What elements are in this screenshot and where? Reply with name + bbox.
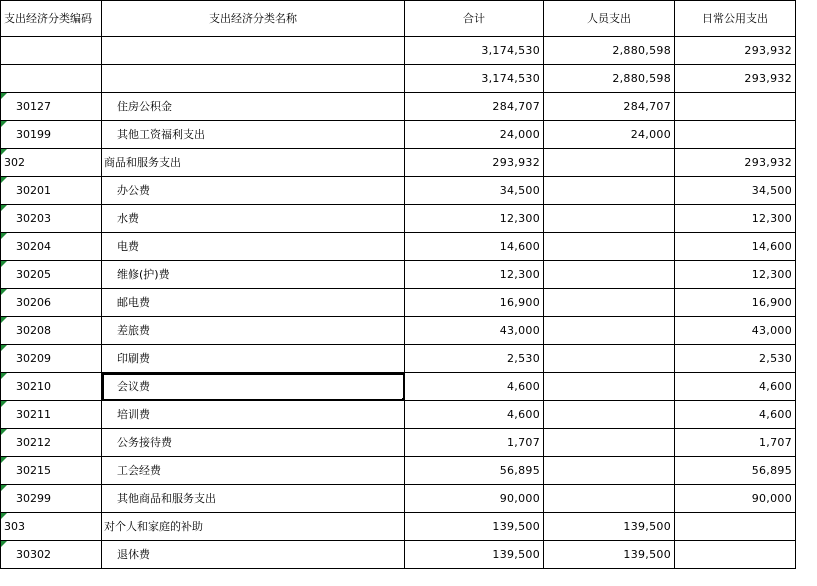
cell-text: 30203 <box>16 212 51 225</box>
total-cell[interactable]: 56,895 <box>405 457 544 485</box>
table-row <box>1 485 796 513</box>
public-cell[interactable]: 4,600 <box>675 401 796 429</box>
name-cell[interactable] <box>102 65 405 93</box>
name-cell[interactable]: 其他商品和服务支出 <box>102 485 405 513</box>
total-cell[interactable]: 43,000 <box>405 317 544 345</box>
table-row <box>1 65 796 93</box>
personnel-cell[interactable] <box>544 373 675 401</box>
total-cell[interactable]: 293,932 <box>405 149 544 177</box>
personnel-cell[interactable] <box>544 233 675 261</box>
code-cell[interactable] <box>1 37 102 65</box>
public-cell[interactable]: 90,000 <box>675 485 796 513</box>
code-cell[interactable] <box>1 93 102 121</box>
error-indicator-icon <box>1 373 7 379</box>
code-cell[interactable] <box>1 121 102 149</box>
total-cell[interactable]: 12,300 <box>405 205 544 233</box>
name-cell[interactable]: 印刷费 <box>102 345 405 373</box>
error-indicator-icon <box>1 429 7 435</box>
code-cell[interactable] <box>1 485 102 513</box>
public-cell[interactable] <box>675 121 796 149</box>
name-cell[interactable]: 水费 <box>102 205 405 233</box>
code-cell[interactable] <box>1 541 102 569</box>
cell-text: 303 <box>4 520 25 533</box>
public-cell[interactable]: 43,000 <box>675 317 796 345</box>
total-cell[interactable]: 14,600 <box>405 233 544 261</box>
code-cell[interactable] <box>1 429 102 457</box>
personnel-cell[interactable] <box>544 261 675 289</box>
error-indicator-icon <box>1 485 7 491</box>
cell-text: 30205 <box>16 268 51 281</box>
code-cell[interactable] <box>1 205 102 233</box>
error-indicator-icon <box>1 317 7 323</box>
name-cell[interactable]: 培训费 <box>102 401 405 429</box>
code-cell[interactable] <box>1 401 102 429</box>
table-row <box>1 37 796 65</box>
personnel-cell[interactable]: 2,880,598 <box>544 65 675 93</box>
public-cell[interactable] <box>675 93 796 121</box>
total-cell[interactable]: 139,500 <box>405 513 544 541</box>
cell-text: 30206 <box>16 296 51 309</box>
error-indicator-icon <box>1 513 7 519</box>
cell-text: 30204 <box>16 240 51 253</box>
header-name-cell[interactable]: 支出经济分类名称 <box>102 1 405 37</box>
total-cell[interactable]: 284,707 <box>405 93 544 121</box>
code-cell[interactable] <box>1 149 102 177</box>
table-row <box>1 121 796 149</box>
name-cell[interactable]: 其他工资福利支出 <box>102 121 405 149</box>
table-row <box>1 149 796 177</box>
public-cell[interactable]: 293,932 <box>675 149 796 177</box>
code-cell[interactable] <box>1 261 102 289</box>
public-cell[interactable]: 1,707 <box>675 429 796 457</box>
name-cell[interactable]: 对个人和家庭的补助 <box>102 513 405 541</box>
table-row <box>1 457 796 485</box>
personnel-cell[interactable] <box>544 177 675 205</box>
cell-text: 30210 <box>16 380 51 393</box>
total-cell[interactable]: 34,500 <box>405 177 544 205</box>
code-cell[interactable] <box>1 345 102 373</box>
code-cell[interactable] <box>1 233 102 261</box>
name-cell[interactable]: 电费 <box>102 233 405 261</box>
public-cell[interactable]: 12,300 <box>675 205 796 233</box>
code-cell[interactable] <box>1 513 102 541</box>
total-cell[interactable]: 90,000 <box>405 485 544 513</box>
public-cell[interactable]: 293,932 <box>675 37 796 65</box>
table-row <box>1 93 796 121</box>
cell-text: 30208 <box>16 324 51 337</box>
personnel-cell[interactable]: 284,707 <box>544 93 675 121</box>
personnel-cell[interactable]: 2,880,598 <box>544 37 675 65</box>
personnel-cell[interactable] <box>544 485 675 513</box>
error-indicator-icon <box>1 233 7 239</box>
name-cell[interactable]: 差旅费 <box>102 317 405 345</box>
personnel-cell[interactable] <box>544 345 675 373</box>
table-row <box>1 233 796 261</box>
error-indicator-icon <box>1 289 7 295</box>
public-cell[interactable]: 293,932 <box>675 65 796 93</box>
cell-text: 30212 <box>16 436 51 449</box>
total-cell[interactable]: 1,707 <box>405 429 544 457</box>
name-cell[interactable]: 邮电费 <box>102 289 405 317</box>
personnel-cell[interactable] <box>544 205 675 233</box>
public-cell[interactable]: 2,530 <box>675 345 796 373</box>
total-cell[interactable]: 16,900 <box>405 289 544 317</box>
header-row <box>1 1 796 37</box>
personnel-cell[interactable] <box>544 289 675 317</box>
total-cell[interactable]: 3,174,530 <box>405 37 544 65</box>
name-cell[interactable]: 会议费 <box>102 373 405 401</box>
table-row <box>1 541 796 569</box>
name-cell[interactable]: 维修(护)费 <box>102 261 405 289</box>
header-personnel-cell[interactable]: 人员支出 <box>544 1 675 37</box>
public-cell[interactable]: 34,500 <box>675 177 796 205</box>
code-cell[interactable] <box>1 457 102 485</box>
table-row <box>1 317 796 345</box>
name-cell[interactable]: 办公费 <box>102 177 405 205</box>
header-code-cell[interactable]: 支出经济分类编码 <box>1 1 102 37</box>
public-cell[interactable]: 16,900 <box>675 289 796 317</box>
code-cell[interactable] <box>1 289 102 317</box>
name-cell[interactable]: 住房公积金 <box>102 93 405 121</box>
table-row <box>1 177 796 205</box>
personnel-cell[interactable] <box>544 457 675 485</box>
table-row <box>1 261 796 289</box>
error-indicator-icon <box>1 177 7 183</box>
name-cell[interactable]: 公务接待费 <box>102 429 405 457</box>
code-cell[interactable] <box>1 317 102 345</box>
cell-text: 30127 <box>16 100 51 113</box>
personnel-cell[interactable] <box>544 317 675 345</box>
error-indicator-icon <box>1 261 7 267</box>
total-cell[interactable]: 2,530 <box>405 345 544 373</box>
error-indicator-icon <box>1 149 7 155</box>
total-cell[interactable]: 12,300 <box>405 261 544 289</box>
table-row <box>1 205 796 233</box>
total-cell[interactable]: 4,600 <box>405 401 544 429</box>
cell-text: 30211 <box>16 408 51 421</box>
personnel-cell[interactable]: 139,500 <box>544 513 675 541</box>
personnel-cell[interactable] <box>544 149 675 177</box>
total-cell[interactable]: 3,174,530 <box>405 65 544 93</box>
header-total-cell[interactable]: 合计 <box>405 1 544 37</box>
cell-text: 30209 <box>16 352 51 365</box>
code-cell[interactable] <box>1 65 102 93</box>
total-cell[interactable]: 24,000 <box>405 121 544 149</box>
error-indicator-icon <box>1 541 7 547</box>
code-cell[interactable] <box>1 177 102 205</box>
error-indicator-icon <box>1 457 7 463</box>
table-row <box>1 429 796 457</box>
cell-text: 302 <box>4 156 25 169</box>
public-cell[interactable]: 14,600 <box>675 233 796 261</box>
public-cell[interactable]: 56,895 <box>675 457 796 485</box>
error-indicator-icon <box>1 345 7 351</box>
code-cell[interactable] <box>1 373 102 401</box>
table-row <box>1 513 796 541</box>
personnel-cell[interactable] <box>544 401 675 429</box>
public-cell[interactable]: 4,600 <box>675 373 796 401</box>
total-cell[interactable]: 4,600 <box>405 373 544 401</box>
table-row <box>1 289 796 317</box>
personnel-cell[interactable]: 139,500 <box>544 541 675 569</box>
public-cell[interactable] <box>675 513 796 541</box>
error-indicator-icon <box>1 93 7 99</box>
personnel-cell[interactable] <box>544 429 675 457</box>
cell-text: 30302 <box>16 548 51 561</box>
table-row <box>1 373 796 401</box>
name-cell[interactable]: 退休费 <box>102 541 405 569</box>
error-indicator-icon <box>1 401 7 407</box>
header-public-cell[interactable]: 日常公用支出 <box>675 1 796 37</box>
cell-text: 30201 <box>16 184 51 197</box>
name-cell[interactable] <box>102 37 405 65</box>
cell-text: 30215 <box>16 464 51 477</box>
error-indicator-icon <box>1 121 7 127</box>
name-cell[interactable]: 工会经费 <box>102 457 405 485</box>
error-indicator-icon <box>1 205 7 211</box>
public-cell[interactable] <box>675 541 796 569</box>
table-row <box>1 345 796 373</box>
cell-text: 30299 <box>16 492 51 505</box>
cell-text: 30199 <box>16 128 51 141</box>
name-cell[interactable]: 商品和服务支出 <box>102 149 405 177</box>
total-cell[interactable]: 139,500 <box>405 541 544 569</box>
personnel-cell[interactable]: 24,000 <box>544 121 675 149</box>
table-row <box>1 401 796 429</box>
public-cell[interactable]: 12,300 <box>675 261 796 289</box>
